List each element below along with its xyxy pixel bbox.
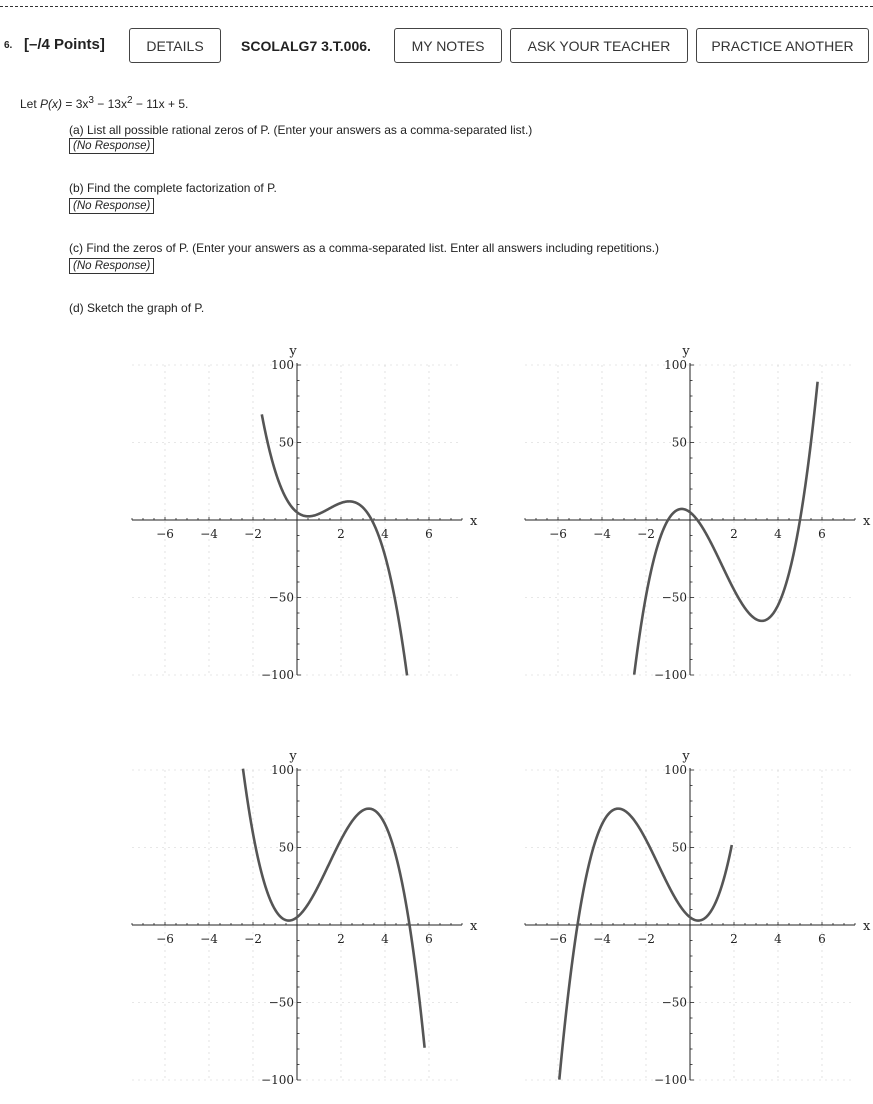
part-c-response[interactable]: (No Response) — [69, 258, 154, 274]
graph-option-d[interactable] — [528, 735, 871, 1087]
practice-another-button[interactable]: PRACTICE ANOTHER — [696, 28, 869, 63]
part-b-response[interactable]: (No Response) — [69, 198, 154, 214]
question-number: 6. — [4, 40, 13, 51]
graph-option-a[interactable] — [135, 330, 478, 682]
x-tick-label: −4 — [593, 527, 611, 541]
curve-series — [634, 382, 817, 675]
y-tick-label: −50 — [268, 995, 294, 1010]
question-header — [0, 28, 873, 72]
x-tick-label: 2 — [730, 932, 738, 946]
x-tick-label: 2 — [337, 932, 345, 946]
question-stem: Let $P(x) = 3x^3 - 13x^2 - 11x + 5$. — [20, 95, 189, 111]
x-tick-label: −4 — [200, 932, 218, 946]
x-axis-label: x — [863, 919, 871, 934]
question-code: SCOLALG7 3.T.006. — [241, 38, 371, 54]
part-c-prompt: (c) Find the zeros of P. (Enter your answers as a comma-separated list. Enter all answers including repetitions.) — [69, 241, 660, 255]
y-tick-label: −50 — [268, 590, 294, 605]
y-tick-label: 50 — [671, 435, 687, 450]
y-tick-label: −100 — [654, 1073, 687, 1087]
x-axis-label: x — [863, 514, 871, 529]
y-tick-label: 100 — [664, 763, 687, 777]
y-axis-label: y — [289, 749, 297, 764]
y-axis-label: y — [289, 344, 297, 359]
y-tick-label: −50 — [661, 995, 687, 1010]
x-tick-label: −6 — [549, 527, 567, 541]
y-tick-label: −100 — [261, 1073, 294, 1087]
y-axis-label: y — [682, 749, 690, 764]
x-tick-label: −2 — [244, 527, 262, 541]
part-a-response[interactable]: (No Response) — [69, 138, 154, 154]
x-tick-label: 2 — [730, 527, 738, 541]
y-tick-label: −100 — [654, 668, 687, 682]
x-tick-label: 6 — [818, 932, 826, 946]
y-tick-label: 100 — [271, 763, 294, 777]
x-tick-label: 4 — [774, 527, 782, 541]
y-tick-label: 50 — [671, 840, 687, 855]
x-tick-label: 4 — [774, 932, 782, 946]
x-tick-label: −6 — [156, 527, 174, 541]
part-d-prompt: (d) Sketch the graph of P. — [69, 301, 205, 315]
y-tick-label: 100 — [664, 358, 687, 372]
y-tick-label: 100 — [271, 358, 294, 372]
x-axis-label: x — [470, 514, 478, 529]
x-tick-label: 6 — [818, 527, 826, 541]
x-tick-label: 4 — [381, 527, 389, 541]
x-tick-label: −4 — [593, 932, 611, 946]
x-axis-label: x — [470, 919, 478, 934]
page-divider — [0, 6, 873, 7]
y-tick-label: −100 — [261, 668, 294, 682]
y-tick-label: 50 — [278, 840, 294, 855]
x-tick-label: 6 — [425, 932, 433, 946]
graph-option-c[interactable] — [135, 735, 478, 1087]
part-b-prompt: (b) Find the complete factorization of P. — [69, 181, 277, 195]
part-a-prompt: (a) List all possible rational zeros of P. (Enter your answers as a comma-separated list.) — [69, 123, 533, 137]
x-tick-label: 4 — [381, 932, 389, 946]
x-tick-label: −2 — [637, 527, 655, 541]
points-label: [–/4 Points] — [24, 36, 105, 53]
x-tick-label: −2 — [637, 932, 655, 946]
x-tick-label: −6 — [549, 932, 567, 946]
x-tick-label: −6 — [156, 932, 174, 946]
details-button[interactable]: DETAILS — [129, 28, 221, 63]
ask-your-teacher-button[interactable]: ASK YOUR TEACHER — [510, 28, 688, 63]
y-axis-label: y — [682, 344, 690, 359]
x-tick-label: −2 — [244, 932, 262, 946]
graph-option-b[interactable] — [528, 330, 871, 682]
y-tick-label: 50 — [278, 435, 294, 450]
x-tick-label: 6 — [425, 527, 433, 541]
my-notes-button[interactable]: MY NOTES — [394, 28, 502, 63]
x-tick-label: −4 — [200, 527, 218, 541]
y-tick-label: −50 — [661, 590, 687, 605]
x-tick-label: 2 — [337, 527, 345, 541]
